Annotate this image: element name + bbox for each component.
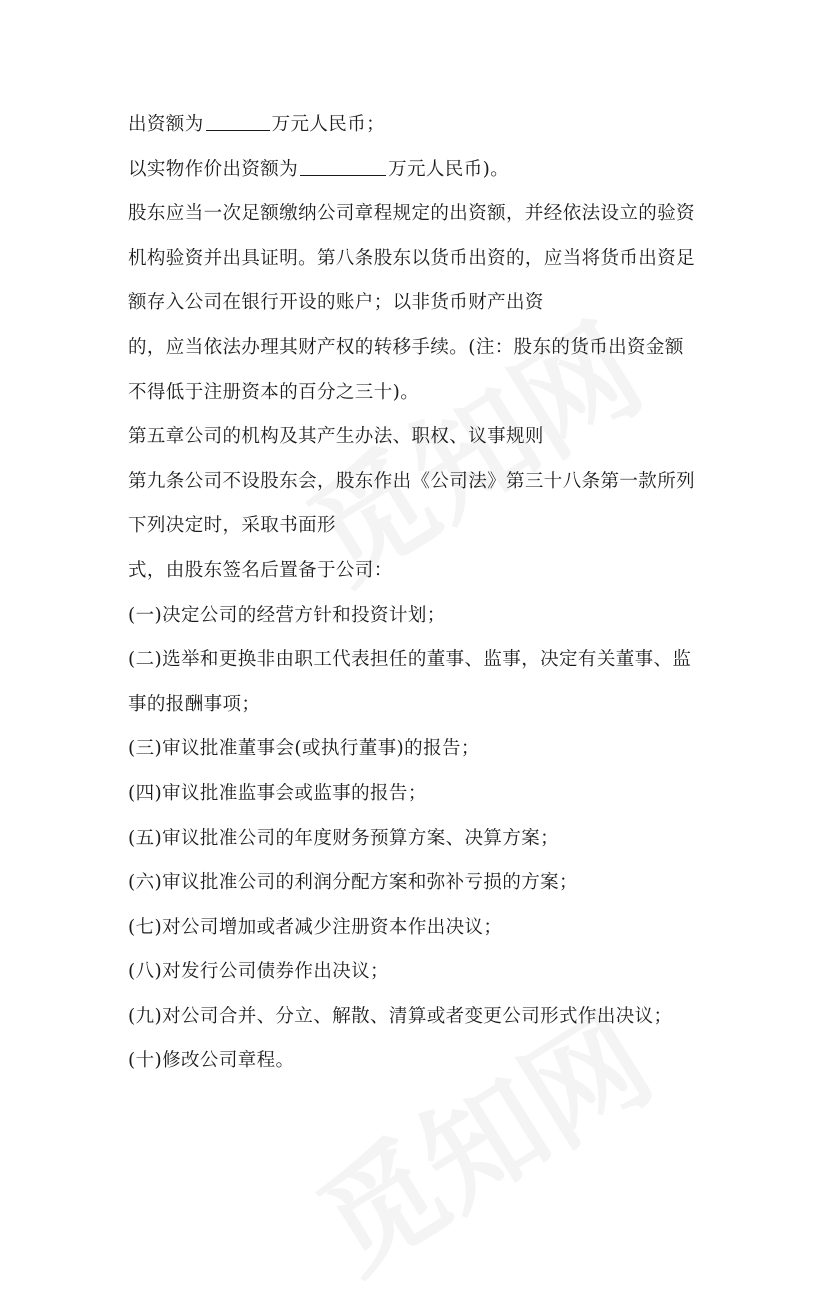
text-line: 式，由股东签名后置备于公司： — [128, 559, 393, 581]
list-item: (四)审议批准监事会或监事的报告； — [128, 782, 427, 804]
chapter-heading: 第五章公司的机构及其产生办法、职权、议事规则 — [128, 426, 544, 448]
document-body — [128, 103, 718, 1084]
list-item: (十)修改公司章程。 — [128, 1050, 295, 1072]
fill-label: 以实物作价出资额为 — [128, 158, 299, 180]
text-line: 下列决定时，采取书面形 — [128, 515, 336, 537]
text-line: 第九条公司不设股东会，股东作出《公司法》第三十八条第一款所列 — [128, 470, 696, 492]
list-item: (八)对发行公司债券作出决议； — [128, 961, 389, 983]
list-item: (二)选举和更换非由职工代表担任的董事、监事，决定有关董事、监 — [128, 649, 692, 671]
text-line: 股东应当一次足额缴纳公司章程规定的出资额，并经依法设立的验资 — [128, 203, 696, 225]
fill-blank — [206, 112, 270, 131]
list-item: (五)审议批准公司的年度财务预算方案、决算方案； — [128, 827, 560, 849]
text-line: 额存入公司在银行开设的账户；以非货币财产出资 — [128, 292, 544, 314]
fill-blank — [300, 157, 386, 176]
list-item: (三)审议批准董事会(或执行董事)的报告； — [128, 738, 480, 760]
list-item: (一)决定公司的经营方针和投资计划； — [128, 604, 446, 626]
text-line: 不得低于注册资本的百分之三十)。 — [128, 381, 420, 403]
list-item: (九)对公司合并、分立、解散、清算或者变更公司形式作出决议； — [128, 1005, 673, 1027]
list-item: (七)对公司增加或者减少注册资本作出决议； — [128, 916, 503, 938]
list-item-continuation: 事的报酬事项； — [128, 693, 261, 715]
text-line: 机构验资并出具证明。第八条股东以货币出资的，应当将货币出资足 — [128, 247, 696, 269]
text-line-fill — [128, 148, 718, 193]
list-item: (六)审议批准公司的利润分配方案和弥补亏损的方案； — [128, 872, 578, 894]
fill-unit: 万元人民币)。 — [388, 158, 510, 180]
text-line: 的，应当依法办理其财产权的转移手续。(注：股东的货币出资金额 — [128, 336, 684, 358]
text-line-fill — [128, 103, 718, 148]
fill-unit: 万元人民币； — [271, 114, 386, 135]
fill-label: 出资额为 — [128, 114, 204, 135]
